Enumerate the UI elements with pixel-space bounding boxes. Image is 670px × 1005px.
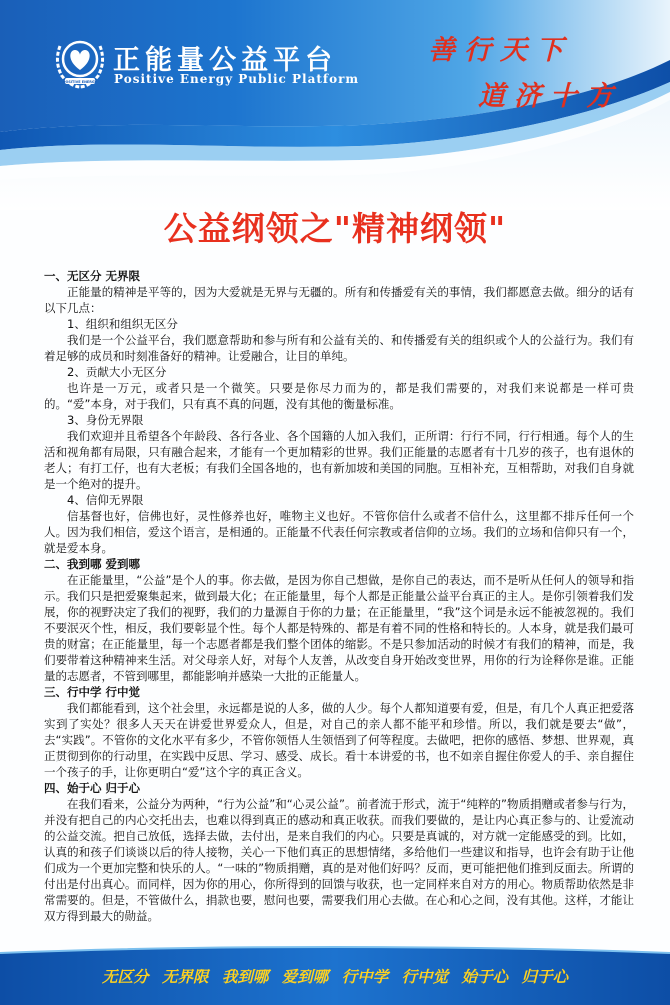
organization-name: 正能量公益平台 xyxy=(113,45,337,76)
section-heading: 一、无区分 无界限 xyxy=(44,269,141,283)
footer-slogan: 无界限 xyxy=(161,967,209,986)
header-banner xyxy=(0,0,670,210)
subsection-text: 我们欢迎并且希望各个年龄段、各行各业、各个国籍的人加入我们，正所谓：行行不同，行行相通。每个人的生活和视角都有局限，只有融合起来，才能有一个更加精彩的世界。我们正能量的志愿者有十几岁的孩子，也有退休的老人；有打工仔，也有大老板；有我们全国各地的，也有新加坡和美国的同胞。互相补充，互相帮助，对我们自身就是一个绝对的提升。 xyxy=(44,429,634,491)
subsection-text: 也许是一万元，或者只是一个微笑。只要是你尽力而为的，都是我们需要的，对我们来说都是一样可贵的。“爱”本身，对于我们，只有真不真的问题，没有其他的衡量标准。 xyxy=(44,381,634,411)
slogan-line-1: 善行天下 xyxy=(428,35,572,66)
section-text: 在正能量里，“公益”是个人的事。你去做，是因为你自己想做，是你自己的表达，而不是听从任何人的领导和指示。我们只是把爱聚集起来，做到最大化；在正能量里，每个人都是正能量公益平台真正的主人。是你引领着我们发展，你的视野决定了我们的视野，我们的力量源自于你的力量；在正能量里，“我”这个词是永远不能被忽视的。我们不要泯灭个性，相反，我们要彰显个性。每个人都是特殊的、都是有着不同的性格和特长的。人本身，就是我们最可贵的财富；在正能量里，每一个志愿者都是我们整个团体的缩影。不是只参加活动的时候才有我们的精神，而是，我们要带着这种精神来生活。对父母亲人好，对每个人友善，从改变自身开始改变世界，用你的行为诠释你是谁。正能量的志愿者，不管到哪里，都能影响并感染一大批的正能量人。 xyxy=(44,573,634,683)
subsection-title: 1、组织和组织无区分 xyxy=(67,317,178,331)
footer-slogan: 始于心 xyxy=(461,967,509,986)
section-text: 在我们看来，公益分为两种，“行为公益”和“心灵公益”。前者流于形式，流于“纯粹的”物质捐赠或者参与行为，并没有把自己的内心交托出去，也难以得到真正的感动和真正收获。而我们要做的，是让内心真正参与的、让爱流动的公益交流。把自己放低，选择去做，去付出，是来自我们的内心。只要是真诚的，对方就一定能感受的到。比如，认真的和孩子们谈谈以后的待人接物，关心一下他们真正的思想情绪，多给他们一些建议和指导，也许会有助于让他们成为一个更加完整和快乐的人。“一味的”物质捐赠，真的是对他们好吗？反而，更可能把他们推到反面去。所谓的付出是付出真心。而同样，因为你的用心，你所得到的回馈与收获，也一定同样来自对方的用心。物质帮助依然是非常需要的。但是，不管做什么，捐款也要，慰问也要，需要我们用心去做。在心和心之间，没有其他。这样，才能让双方得到最大的勋益。 xyxy=(44,797,634,923)
heart-logo-icon xyxy=(52,32,108,92)
subsection-text: 我们是一个公益平台，我们愿意帮助和参与所有和公益有关的、和传播爱有关的组织或个人的公益行为。我们有着足够的成员和时刻准备好的精神。让爱融合，让目的单纯。 xyxy=(44,333,634,363)
footer-slogans xyxy=(0,965,670,987)
page-title: 公益纲领之"精神纲领" xyxy=(163,209,507,248)
section-heading: 四、始于心 归于心 xyxy=(44,781,141,795)
subsection-title: 3、身份无界限 xyxy=(67,413,144,427)
section-heading: 三、行中学 行中觉 xyxy=(44,685,141,699)
footer-slogan: 我到哪 xyxy=(221,967,269,986)
document-body xyxy=(44,268,634,924)
footer-slogan: 归于心 xyxy=(521,967,568,986)
logo-label: POSITIVE ENERGY xyxy=(62,80,98,84)
footer-banner xyxy=(0,945,670,1005)
footer-slogan: 无区分 xyxy=(102,967,149,986)
subsection-title: 4、信仰无界限 xyxy=(67,493,144,507)
subsection-title: 2、贡献大小无区分 xyxy=(67,365,167,379)
subsection-text: 信基督也好，信佛也好，灵性修养也好，唯物主义也好。不管你信什么或者不信什么，这里都不排斥任何一个人。因为我们相信，爱这个语言，是相通的。正能量不代表任何宗教或者信仰的立场。我们的立场和信仰只有一个，就是爱本身。 xyxy=(44,509,634,555)
section-text: 我们都能看到，这个社会里，永远都是说的人多，做的人少。每个人都知道要有爱，但是，有几个人真正把爱落实到了实处？很多人天天在讲爱世界爱众人，但是，对自己的亲人都不能平和珍惜。所以，我们就是要去“做”，去“实践”。不管你的文化水平有多少，不管你领悟人生领悟到了何等程度。去做吧，把你的感悟、梦想、世界观，真正贯彻到你的行动里，在实践中反思、学习、感受、成长。看十本讲爱的书，也不如亲自握住你爱人的手、亲自握住一个孩子的手，让你更明白“爱”这个字的真正含义。 xyxy=(44,701,634,779)
section-heading: 二、我到哪 爱到哪 xyxy=(44,557,141,571)
footer-slogan: 行中学 xyxy=(341,967,389,986)
organization-name-en: Positive Energy Public Platform xyxy=(114,72,360,86)
footer-slogan: 行中觉 xyxy=(401,967,449,986)
slogan-line-2: 道济十方 xyxy=(478,81,622,112)
section-intro: 正能量的精神是平等的，因为大爱就是无界与无疆的。所有和传播爱有关的事情，我们都愿意去做。细分的话有以下几点： xyxy=(44,285,634,315)
footer-slogan: 爱到哪 xyxy=(281,967,329,986)
